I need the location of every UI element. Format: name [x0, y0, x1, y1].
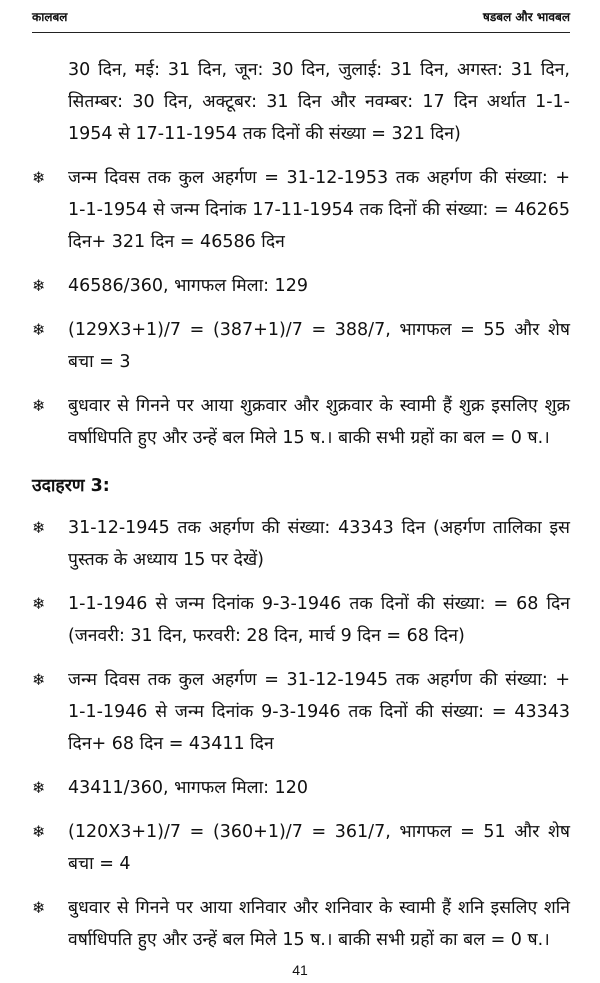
page-body [32, 54, 570, 956]
list-item [32, 314, 570, 378]
list-item-text: बुधवार से गिनने पर आया शनिवार और शनिवार के स्वामी हैं शनि इसलिए शनि वर्षाधिपति हुए और उन्हें बल मिले 15 ष.। बाकी सभी ग्रहों का बल = 0 ष.। [68, 898, 570, 950]
list-item [32, 892, 570, 956]
list-item-text: जन्म दिवस तक कुल अहर्गण = 31-12-1953 तक अहर्गण की संख्या: + 1-1-1954 से जन्म दिनांक 17-11-1954 तक दिनों की संख्या: = 46265 दिन+ 321 दिन = 46586 दिन [68, 168, 570, 252]
list-item-text: 31-12-1945 तक अहर्गण की संख्या: 43343 दिन (अहर्गण तालिका इस पुस्तक के अध्याय 15 पर देखें) [68, 518, 570, 570]
list-item [32, 512, 570, 576]
snowflake-bullet-icon: ❄ [32, 396, 46, 415]
list-item-text: बुधवार से गिनने पर आया शुक्रवार और शुक्रवार के स्वामी हैं शुक्र इसलिए शुक्र वर्षाधिपति हुए और उन्हें बल मिले 15 ष.। बाकी सभी ग्रहों का बल = 0 ष.। [68, 396, 570, 448]
snowflake-bullet-icon: ❄ [32, 594, 46, 613]
list-item-text: 46586/360, भागफल मिला: 129 [68, 276, 308, 296]
section-heading: उदाहरण 3: [32, 476, 110, 496]
list-item [32, 270, 570, 302]
list-item-text: 1-1-1946 से जन्म दिनांक 9-3-1946 तक दिनों की संख्या: = 68 दिन (जनवरी: 31 दिन, फरवरी: 28 दिन, मार्च 9 दिन = 68 दिन) [68, 594, 570, 646]
list-item [32, 162, 570, 258]
header-right: षडबल और भावबल [482, 10, 570, 24]
snowflake-bullet-icon: ❄ [32, 778, 46, 797]
snowflake-bullet-icon: ❄ [32, 518, 46, 537]
list-item [32, 588, 570, 652]
list-item [32, 772, 570, 804]
list-item [32, 664, 570, 760]
running-header [32, 8, 570, 33]
snowflake-bullet-icon: ❄ [32, 822, 46, 841]
snowflake-bullet-icon: ❄ [32, 320, 46, 339]
list-item-text: जन्म दिवस तक कुल अहर्गण = 31-12-1945 तक अहर्गण की संख्या: + 1-1-1946 से जन्म दिनांक 9-3-1946 तक दिनों की संख्या: = 43343 दिन+ 68 दिन = 43411 दिन [68, 670, 570, 754]
list-item-text: 43411/360, भागफल मिला: 120 [68, 778, 308, 798]
page-number: 41 [292, 962, 308, 978]
list-item [32, 390, 570, 454]
header-left: कालबल [32, 10, 68, 24]
list-item-text: (129X3+1)/7 = (387+1)/7 = 388/7, भागफल = 55 और शेष बचा = 3 [68, 320, 570, 372]
intro-paragraph: 30 दिन, मई: 31 दिन, जून: 30 दिन, जुलाई: 31 दिन, अगस्त: 31 दिन, सितम्बर: 30 दिन, अक्टूबर: 31 दिन और नवम्बर: 17 दिन अर्थात 1-1-1954 से 17-11-1954 तक दिनों की संख्या = 321 दिन) [68, 60, 570, 144]
snowflake-bullet-icon: ❄ [32, 898, 46, 917]
snowflake-bullet-icon: ❄ [32, 276, 46, 295]
list-item-text: (120X3+1)/7 = (360+1)/7 = 361/7, भागफल = 51 और शेष बचा = 4 [68, 822, 570, 874]
snowflake-bullet-icon: ❄ [32, 168, 46, 187]
snowflake-bullet-icon: ❄ [32, 670, 46, 689]
list-item [32, 816, 570, 880]
